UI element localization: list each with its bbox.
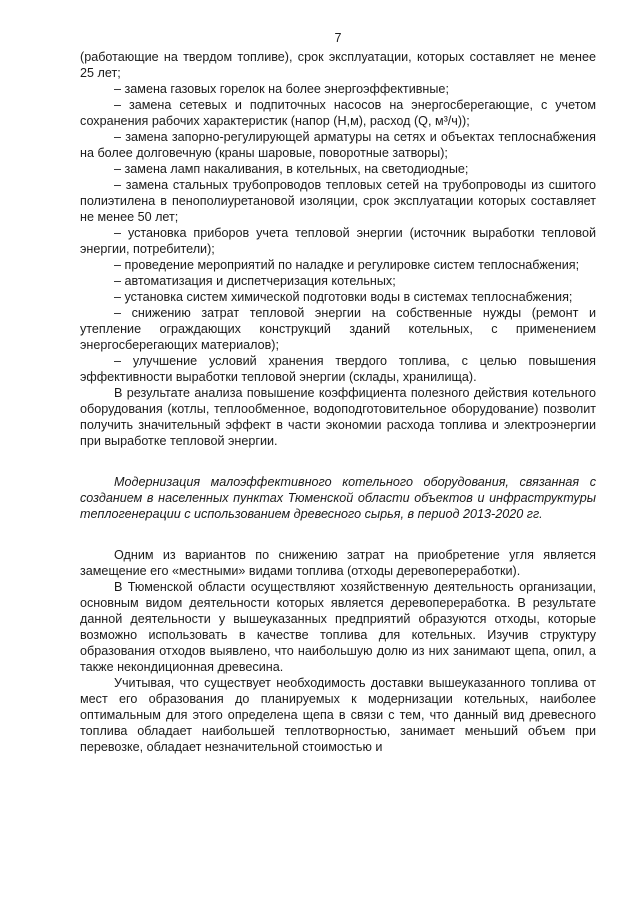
list-item-pumps: – замена сетевых и подпиточных насосов на энергосберегающие, с учетом сохранения рабочих характеристик (напор (Н,м), расход (Q, м³/ч)); <box>80 98 596 128</box>
list-item-pipelines: – замена стальных трубопроводов тепловых сетей на трубопроводы из сшитого полиэтилена в пенополиуретановой изоляции, срок эксплуатации которых составляет не менее 50 лет; <box>80 178 596 224</box>
paragraph-continuation: (работающие на твердом топливе), срок эксплуатации, которых составляет не менее 25 лет; <box>80 50 596 80</box>
section-title: Модернизация малоэффективного котельного оборудования, связанная с созданием в населенных пунктах Тюменской области объектов и инфраструктуры теплогенерации с использованием древесного сырья, в период 2013-2020 гг. <box>80 475 596 521</box>
list-item-gas-burners: – замена газовых горелок на более энергоэффективные; <box>114 82 449 96</box>
paragraph-tyumen-organizations: В Тюменской области осуществляют хозяйственную деятельность организации, основным видом деятельности которых является деревопереработка. В результате данной деятельности у вышеуказанных предприятий образуются отходы, которые возможно использовать в качестве топлива для котельных. Изучив структуру образования отходов выявлено, что наибольшую долю из них занимают щепа, опил, а также некондиционная древесина. <box>80 580 596 674</box>
page-number: 7 <box>334 31 342 45</box>
list-item-valves: – замена запорно-регулирующей арматуры на сетях и объектах теплоснабжения на более долговечную (краны шаровые, поворотные затворы); <box>80 130 596 160</box>
list-item-own-needs: – снижению затрат тепловой энергии на собственные нужды (ремонт и утепление ограждающих конструкций зданий котельных, с применением энергосберегающих материалов); <box>80 306 596 352</box>
paragraph-result: В результате анализа повышение коэффициента полезного действия котельного оборудования (котлы, теплообменное, водоподготовительное оборудование) позволит получить значительный эффект в части экономии расхода топлива и электроэнергии при выработке тепловой энергии. <box>80 386 596 448</box>
list-item-meters: – установка приборов учета тепловой энергии (источник выработки тепловой энергии, потребители); <box>80 226 596 256</box>
list-item-lamps: – замена ламп накаливания, в котельных, на светодиодные; <box>114 162 469 176</box>
paragraph-wood-chips: Учитывая, что существует необходимость доставки вышеуказанного топлива от мест его образования до планируемых к модернизации котельных, наиболее оптимальным для этого определена щепа в связи с тем, что данный вид древесного топлива обладает наибольшей теплотворностью, занимает меньший объем при перевозке, обладает незначительной стоимостью и <box>80 676 596 754</box>
list-item-automation: – автоматизация и диспетчеризация котельных; <box>114 274 396 288</box>
paragraph-coal-replacement: Одним из вариантов по снижению затрат на приобретение угля является замещение его «местными» видами топлива (отходы деревопереработки). <box>80 548 596 578</box>
list-item-fuel-storage: – улучшение условий хранения твердого топлива, с целью повышения эффективности выработки тепловой энергии (склады, хранилища). <box>80 354 596 384</box>
list-item-water-treatment: – установка систем химической подготовки воды в системах теплоснабжения; <box>114 290 573 304</box>
list-item-adjustment: – проведение мероприятий по наладке и регулировке систем теплоснабжения; <box>114 258 580 272</box>
